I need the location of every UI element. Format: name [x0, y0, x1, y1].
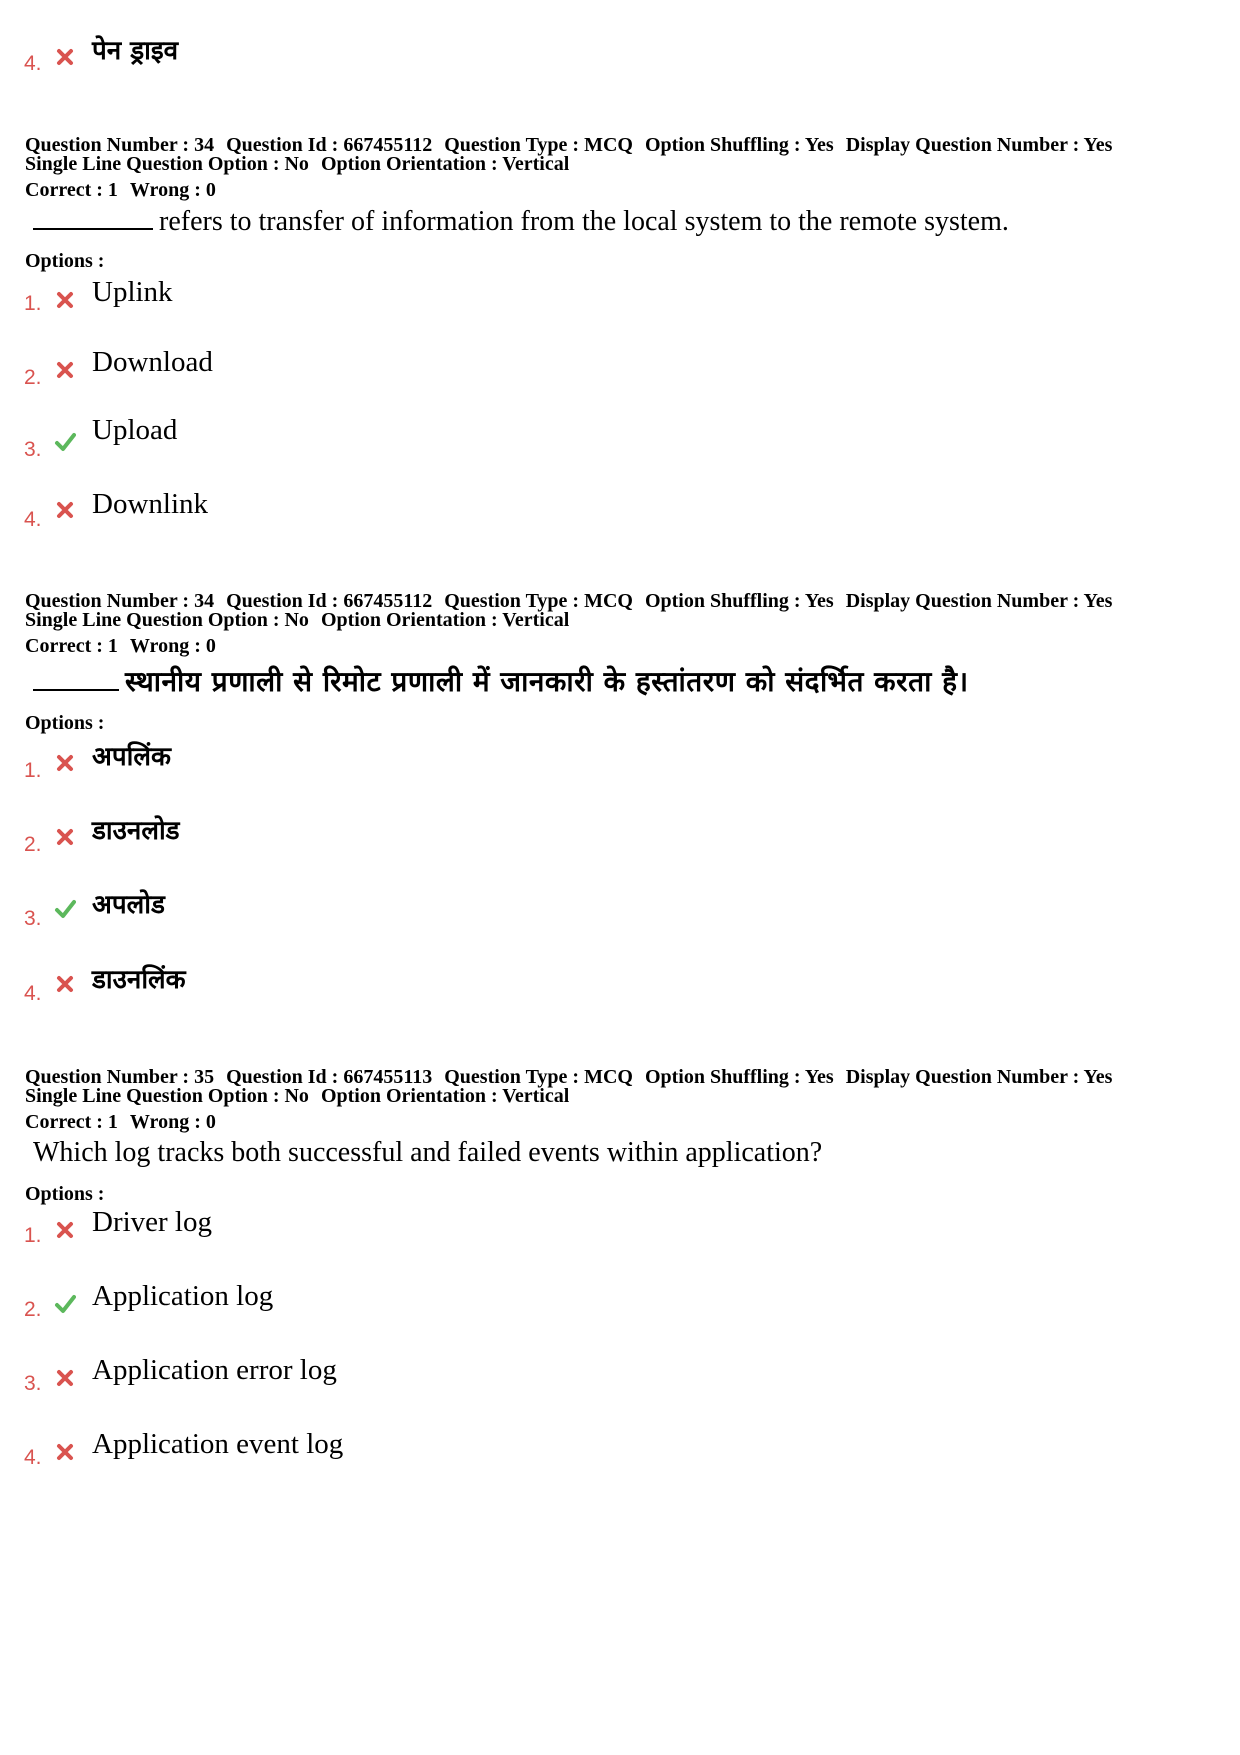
option-number: 4. [24, 508, 42, 531]
question-meta-line2: Single Line Question Option : No Option Orientation : Vertical [25, 609, 570, 631]
option-number: 1. [24, 1224, 42, 1247]
correct-check-icon [54, 1293, 76, 1315]
option-number: 3. [24, 907, 42, 930]
option-number: 4. [24, 1446, 42, 1469]
option-number: 4. [24, 52, 42, 75]
option-text: Downlink [92, 488, 208, 520]
option-row [24, 742, 724, 796]
marks-info: Correct : 1 Wrong : 0 [25, 635, 216, 657]
question-meta-line1: Question Number : 34 Question Id : 667455112 Question Type : MCQ Option Shuffling : Yes Display Question Number : Yes [25, 134, 1113, 156]
correct-check-icon [54, 898, 76, 920]
option-number: 2. [24, 833, 42, 856]
question-meta-line1: Question Number : 34 Question Id : 667455112 Question Type : MCQ Option Shuffling : Yes Display Question Number : Yes [25, 590, 1113, 612]
option-row [24, 1206, 724, 1265]
option-number: 2. [24, 1298, 42, 1321]
option-row [24, 1354, 724, 1413]
option-row [24, 346, 724, 401]
option-text: Application error log [92, 1354, 337, 1386]
option-text: डाउनलिंक [92, 965, 186, 995]
option-text: अपलिंक [92, 742, 171, 772]
marks-info: Correct : 1 Wrong : 0 [25, 1111, 216, 1133]
question-text: Which log tracks both successful and failed events within application? [33, 1137, 823, 1168]
question-text: स्थानीय प्रणाली से रिमोट प्रणाली में जानकारी के हस्तांतरण को संदर्भित करता है। [33, 665, 969, 698]
options-label: Options : [25, 1183, 105, 1205]
wrong-cross-icon [54, 46, 76, 68]
option-row [24, 36, 724, 80]
option-number: 3. [24, 1372, 42, 1395]
option-text: डाउनलोड [92, 816, 180, 846]
marks-info: Correct : 1 Wrong : 0 [25, 179, 216, 201]
option-row [24, 890, 724, 944]
option-row [24, 488, 724, 543]
wrong-cross-icon [54, 1367, 76, 1389]
question-meta-line1: Question Number : 35 Question Id : 667455113 Question Type : MCQ Option Shuffling : Yes Display Question Number : Yes [25, 1066, 1113, 1088]
option-row [24, 1428, 724, 1487]
wrong-cross-icon [54, 752, 76, 774]
wrong-cross-icon [54, 1441, 76, 1463]
wrong-cross-icon [54, 499, 76, 521]
option-number: 1. [24, 292, 42, 315]
option-row [24, 1280, 724, 1339]
wrong-cross-icon [54, 826, 76, 848]
option-number: 3. [24, 438, 42, 461]
option-text: पेन ड्राइव [92, 36, 179, 66]
option-text: Application event log [92, 1428, 344, 1460]
question-meta-line2: Single Line Question Option : No Option Orientation : Vertical [25, 153, 570, 175]
option-text: Driver log [92, 1206, 212, 1238]
option-row [24, 816, 724, 870]
option-row [24, 965, 724, 1019]
options-label: Options : [25, 712, 105, 734]
option-text: Application log [92, 1280, 274, 1312]
option-text: Uplink [92, 276, 173, 308]
option-number: 1. [24, 759, 42, 782]
option-text: अपलोड [92, 890, 165, 920]
question-text: refers to transfer of information from the local system to the remote system. [33, 204, 1009, 238]
option-row [24, 414, 724, 473]
correct-check-icon [54, 431, 76, 453]
wrong-cross-icon [54, 359, 76, 381]
option-row [24, 276, 724, 327]
option-number: 2. [24, 366, 42, 389]
option-text: Download [92, 346, 213, 378]
blank-line [33, 665, 119, 691]
options-label: Options : [25, 250, 105, 272]
option-number: 4. [24, 982, 42, 1005]
wrong-cross-icon [54, 289, 76, 311]
option-text: Upload [92, 414, 178, 446]
blank-line [33, 204, 153, 230]
question-meta-line2: Single Line Question Option : No Option Orientation : Vertical [25, 1085, 570, 1107]
wrong-cross-icon [54, 973, 76, 995]
wrong-cross-icon [54, 1219, 76, 1241]
